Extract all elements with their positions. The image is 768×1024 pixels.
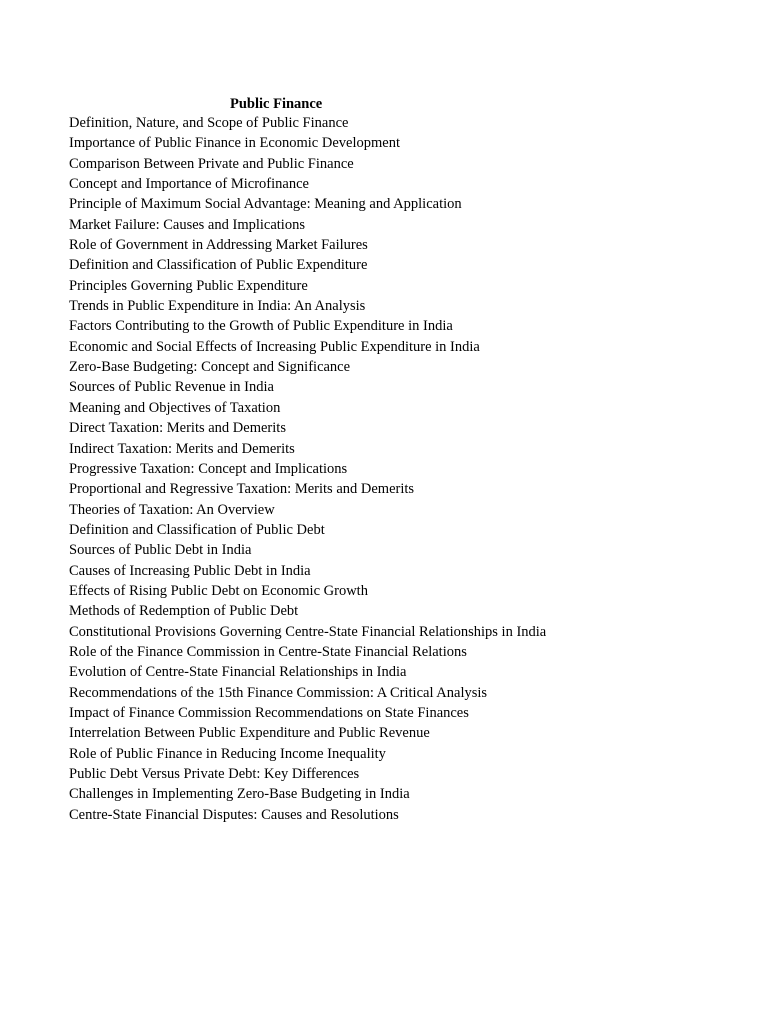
topic-item: Interrelation Between Public Expenditure and Public Revenue: [69, 725, 430, 742]
topic-item: Definition, Nature, and Scope of Public Finance: [69, 115, 349, 131]
topic-item: Meaning and Objectives of Taxation: [69, 399, 281, 416]
topic-item: Methods of Redemption of Public Debt: [69, 603, 299, 620]
topic-item: Importance of Public Finance in Economic Development: [69, 135, 400, 152]
topic-item: Evolution of Centre-State Financial Relationships in India: [69, 664, 407, 681]
topic-item: Trends in Public Expenditure in India: An Analysis: [69, 298, 366, 315]
topic-item: Role of the Finance Commission in Centre-State Financial Relations: [69, 643, 467, 660]
topic-item: Role of Government in Addressing Market Failures: [69, 237, 368, 254]
topic-item: Impact of Finance Commission Recommendations on State Finances: [69, 704, 469, 721]
topic-item: Progressive Taxation: Concept and Implications: [69, 460, 348, 477]
topic-item: Theories of Taxation: An Overview: [69, 501, 275, 518]
topic-item: Causes of Increasing Public Debt in India: [69, 562, 311, 579]
topic-item: Comparison Between Private and Public Finance: [69, 155, 354, 172]
topic-item: Market Failure: Causes and Implications: [69, 216, 305, 233]
topic-item: Factors Contributing to the Growth of Public Expenditure in India: [69, 318, 453, 335]
topic-list: [69, 113, 546, 825]
topic-item: Sources of Public Debt in India: [69, 542, 252, 559]
topic-item: Proportional and Regressive Taxation: Merits and Demerits: [69, 481, 415, 498]
topic-item: Definition and Classification of Public Debt: [69, 521, 325, 538]
topic-item: Constitutional Provisions Governing Centre-State Financial Relationships in India: [69, 623, 547, 640]
topic-item: Definition and Classification of Public Expenditure: [69, 257, 368, 274]
topic-item: Role of Public Finance in Reducing Income Inequality: [69, 745, 386, 762]
topic-item: Sources of Public Revenue in India: [69, 379, 274, 396]
topic-item: Zero-Base Budgeting: Concept and Significance: [69, 359, 351, 376]
topic-item: Indirect Taxation: Merits and Demerits: [69, 440, 295, 457]
topic-item: Public Debt Versus Private Debt: Key Differences: [69, 766, 360, 782]
topic-item: Recommendations of the 15th Finance Commission: A Critical Analysis: [69, 684, 488, 701]
topic-item: Principle of Maximum Social Advantage: Meaning and Application: [69, 196, 462, 213]
topic-item: Challenges in Implementing Zero-Base Budgeting in India: [69, 786, 410, 803]
topic-item: Economic and Social Effects of Increasing Public Expenditure in India: [69, 338, 480, 355]
topic-item: Concept and Importance of Microfinance: [69, 176, 309, 193]
topic-item: Effects of Rising Public Debt on Economic Growth: [69, 582, 368, 599]
topic-item: Direct Taxation: Merits and Demerits: [69, 420, 286, 437]
topic-item: Principles Governing Public Expenditure: [69, 277, 308, 294]
topic-item: Centre-State Financial Disputes: Causes and Resolutions: [69, 806, 399, 823]
document-title: Public Finance: [230, 96, 323, 112]
